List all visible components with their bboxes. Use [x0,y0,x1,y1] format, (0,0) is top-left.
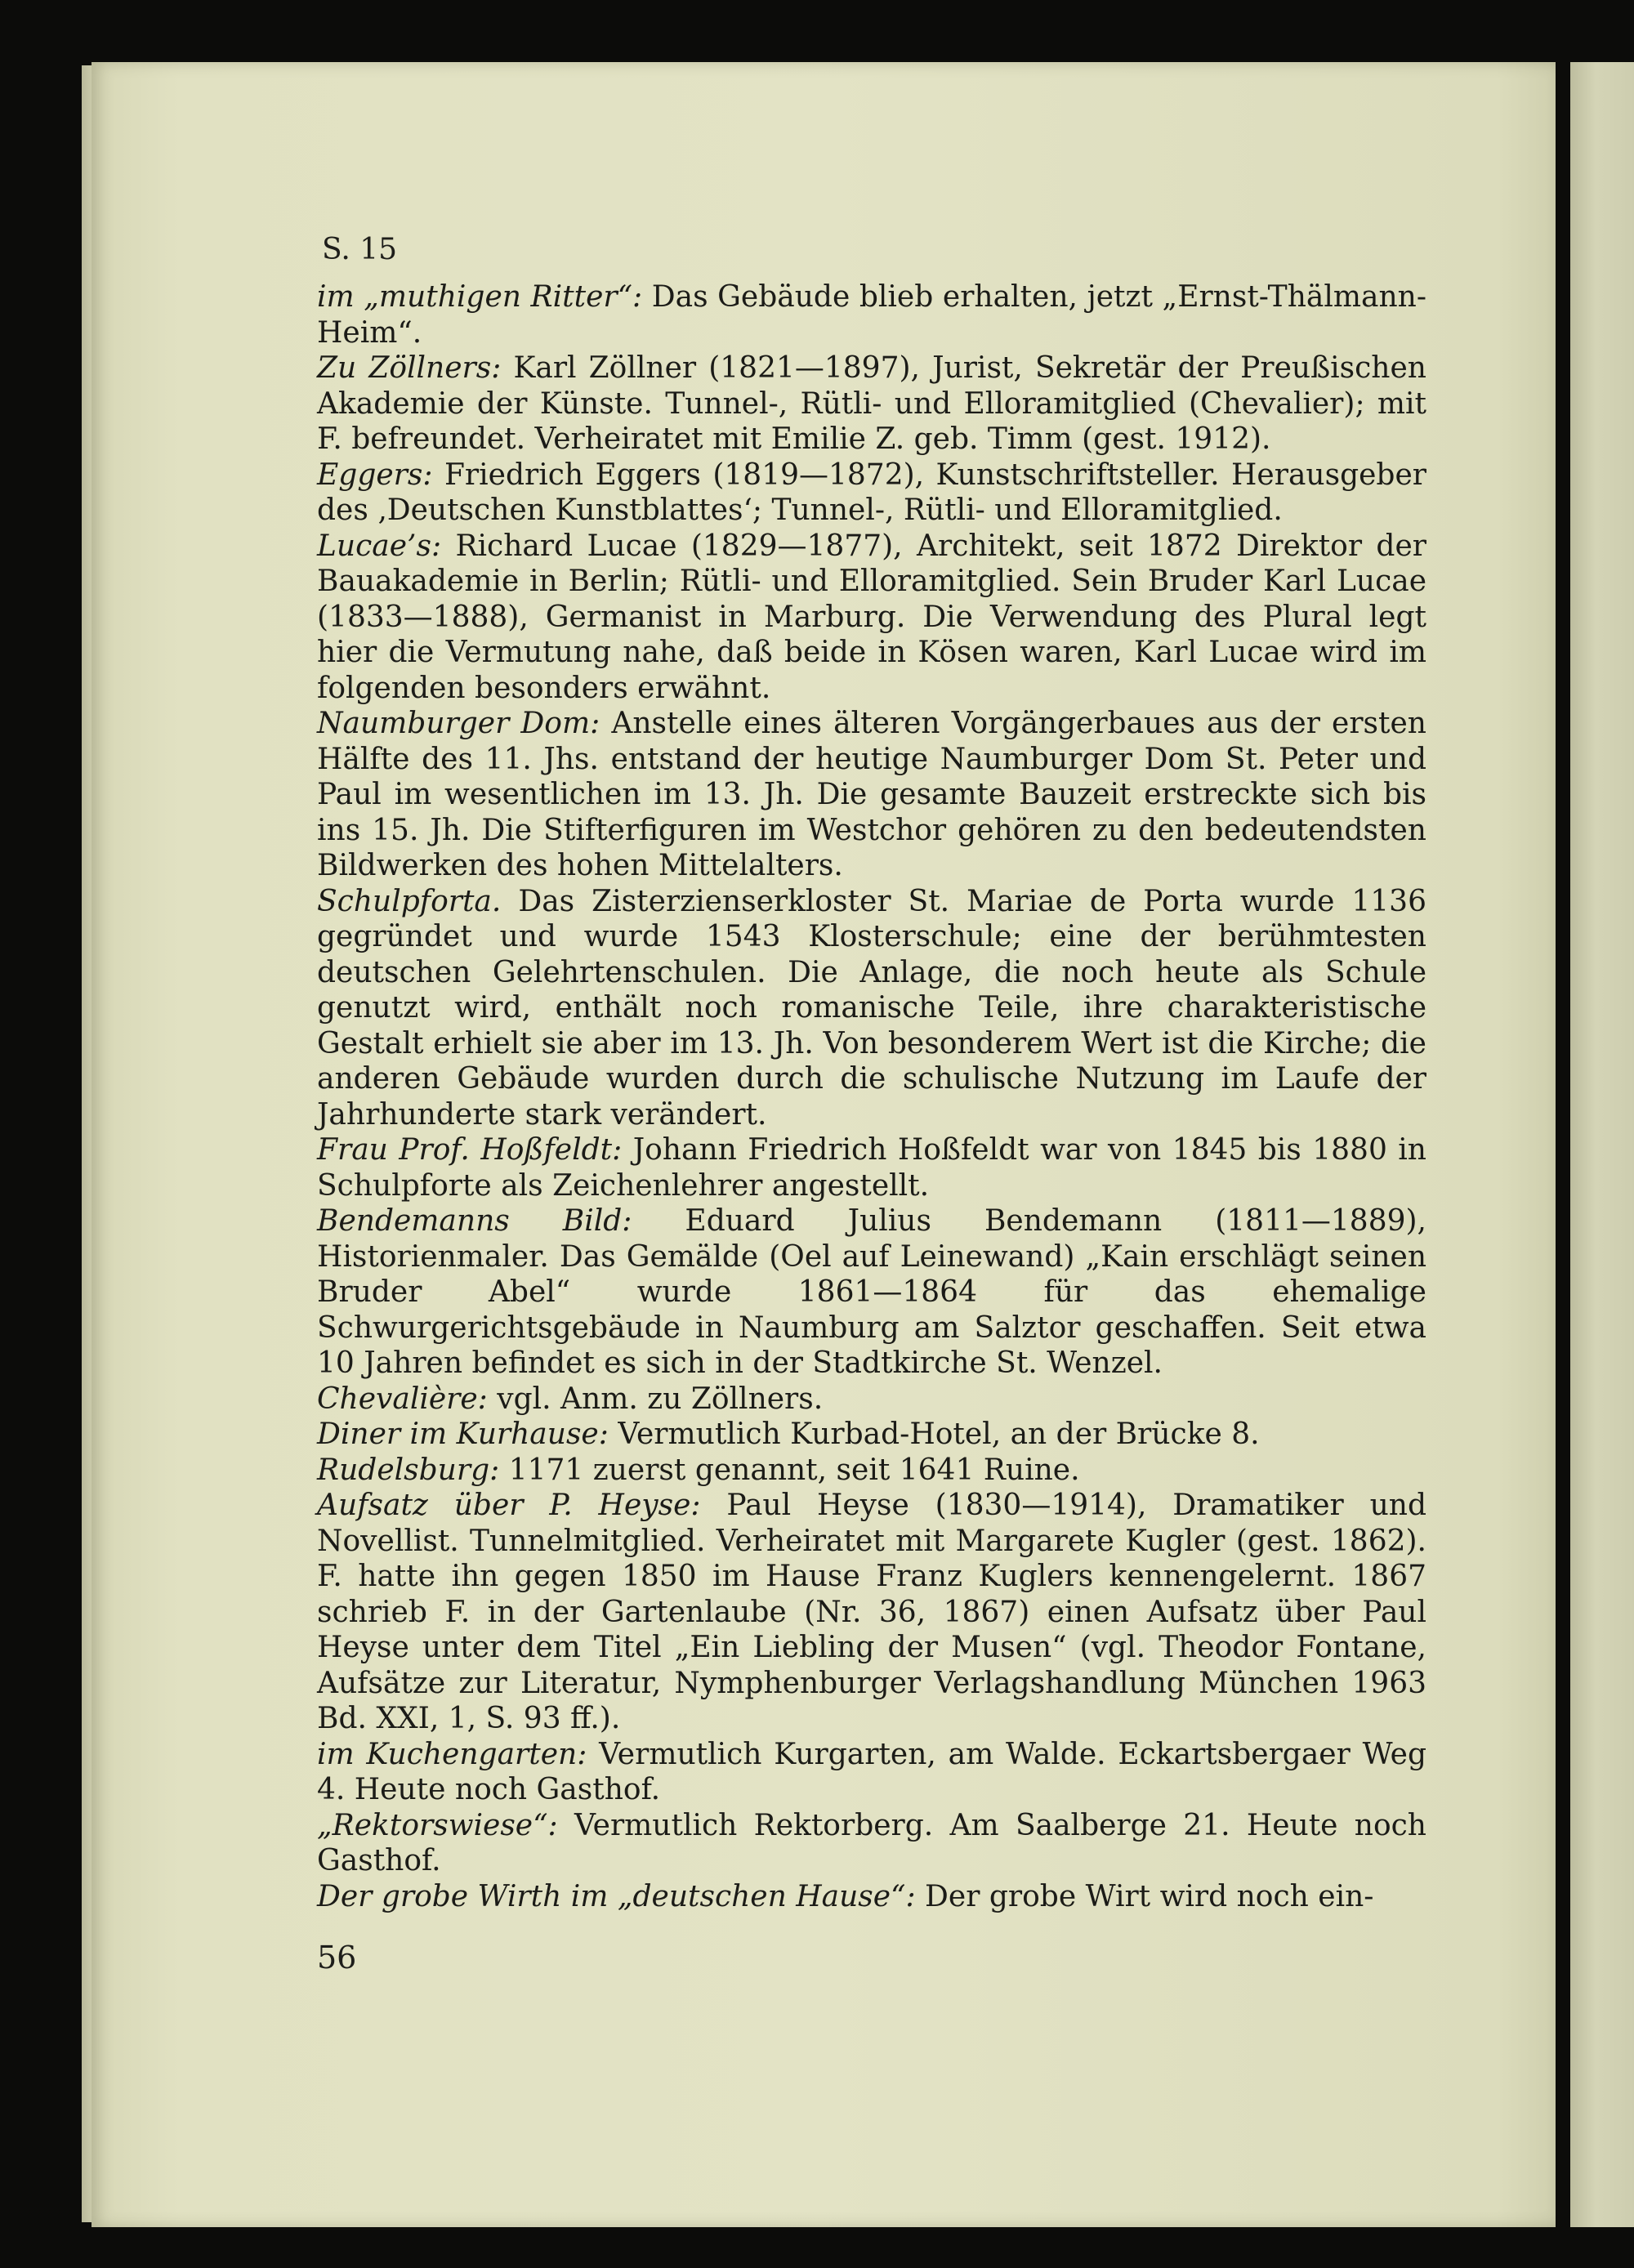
annotation-entry [317,1879,1426,1915]
facing-page-edge [1570,62,1634,2227]
entry-term: Lucae’s: [317,529,442,563]
entry-text: Paul Heyse (1830—1914), Dramatiker und Novellist. Tunnelmitglied. Verheiratet mit Margarete Kugler (gest. 1862). F. hatte ihn gegen 1850 im Hause Franz Kuglers kennengelernt. 1867 schrieb F. in der Gartenlaube (Nr. 36, 1867) einen Aufsatz über Paul Heyse unter dem Titel „Ein Liebling der Musen“ (vgl. Theodor Fontane, Aufsätze zur Literatur, Nymphenburger Verlagshandlung München 1963 Bd. XXI, 1, S. 93 ff.). [317,1489,1426,1735]
annotation-entry [317,1203,1426,1382]
annotation-entry [317,1488,1426,1737]
entry-text: Richard Lucae (1829—1877), Architekt, seit 1872 Direktor der Bauakademie in Berlin; Rütli- und Elloramitglied. Sein Bruder Karl Lucae (1833—1888), Germanist in Marburg. Die Verwendung des Plural legt hier die Vermutung nahe, daß beide in Kösen waren, Karl Lucae wird im folgenden besonders erwähnt. [317,529,1426,705]
entry-term: Frau Prof. Hoßfeldt: [317,1133,623,1167]
entry-text: Friedrich Eggers (1819—1872), Kunstschriftsteller. Herausgeber des ‚Deutschen Kunstblattes‘; Tunnel-, Rütli- und Elloramitglied. [317,458,1426,527]
annotation-entry [317,1737,1426,1808]
entry-text: Anstelle eines älteren Vorgängerbaues aus der ersten Hälfte des 11. Jhs. entstand der heutige Naumburger Dom St. Peter und Paul im wesentlichen im 13. Jh. Die gesamte Bauzeit erstreckte sich bis ins 15. Jh. Die Stifterfiguren im Westchor gehören zu den bedeutendsten Bildwerken des hohen Mittelalters. [317,707,1426,882]
annotation-entry [317,1808,1426,1879]
annotation-entry [317,884,1426,1133]
annotation-entry [317,1453,1426,1489]
entry-text: Das Zisterzienserkloster St. Mariae de Porta wurde 1136 gegründet und wurde 1543 Klosterschule; eine der berühmtesten deutschen Gelehrtenschulen. Die Anlage, die noch heute als Schule genutzt wird, enthält noch romanische Teile, ihre charakteristische Gestalt erhielt sie aber im 13. Jh. Von besonderem Wert ist die Kirche; die anderen Gebäude wurden durch die schulische Nutzung im Laufe der Jahrhunderte stark verändert. [317,884,1426,1132]
entry-text: Der grobe Wirt wird noch ein- [925,1879,1374,1913]
annotation-text [317,279,1426,1914]
entry-text: Karl Zöllner (1821—1897), Jurist, Sekretär der Preußischen Akademie der Künste. Tunnel-, Rütli- und Elloramitglied (Chevalier); mit F. befreundet. Verheiratet mit Emilie Z. geb. Timm (gest. 1912). [317,351,1426,456]
entry-term: Bendemanns Bild: [317,1204,632,1238]
annotation-entry [317,1132,1426,1203]
annotation-entry [317,1382,1426,1418]
entry-term: Naumburger Dom: [317,707,600,740]
annotation-entry [317,706,1426,884]
entry-term: Zu Zöllners: [317,351,502,385]
entry-text: Johann Friedrich Hoßfeldt war von 1845 bis 1880 in Schulpforte als Zeichenlehrer angestellt. [317,1133,1426,1203]
annotation-entry [317,350,1426,458]
page-number: 56 [317,1940,357,1976]
annotation-entry [317,529,1426,707]
entry-text: Das Gebäude blieb erhalten, jetzt „Ernst-Thälmann-Heim“. [317,280,1426,350]
entry-term: im „muthigen Ritter“: [317,280,643,314]
entry-term: Rudelsburg: [317,1453,500,1487]
entry-text: Eduard Julius Bendemann (1811—1889), Historienmaler. Das Gemälde (Oel auf Leinewand) „Kain erschlägt seinen Bruder Abel“ wurde 1861—1864 für das ehemalige Schwurgerichtsgebäude in Naumburg am Salztor geschaffen. Seit etwa 10 Jahren befindet es sich in der Stadtkirche St. Wenzel. [317,1204,1426,1380]
annotation-entry [317,1417,1426,1453]
page-reference-header: S. 15 [322,233,398,266]
entry-term: Aufsatz über P. Heyse: [317,1489,701,1522]
entry-text: 1171 zuerst genannt, seit 1641 Ruine. [508,1453,1080,1487]
entry-term: Eggers: [317,458,433,492]
entry-term: im Kuchengarten: [317,1737,587,1771]
entry-term: Schulpforta. [317,884,502,918]
entry-term: Chevalière: [317,1382,488,1416]
entry-text: Vermutlich Kurgarten, am Walde. Eckartsbergaer Weg 4. Heute noch Gasthof. [317,1737,1426,1806]
entry-term: „Rektorswiese“: [317,1808,558,1842]
annotation-entry [317,279,1426,350]
entry-term: Diner im Kurhause: [317,1418,609,1451]
entry-text: Vermutlich Kurbad-Hotel, an der Brücke 8. [618,1418,1260,1451]
entry-text: Vermutlich Rektorberg. Am Saalberge 21. Heute noch Gasthof. [317,1808,1426,1877]
entry-text: vgl. Anm. zu Zöllners. [497,1382,824,1416]
annotation-entry [317,458,1426,529]
entry-term: Der grobe Wirth im „deutschen Hause“: [317,1879,916,1913]
